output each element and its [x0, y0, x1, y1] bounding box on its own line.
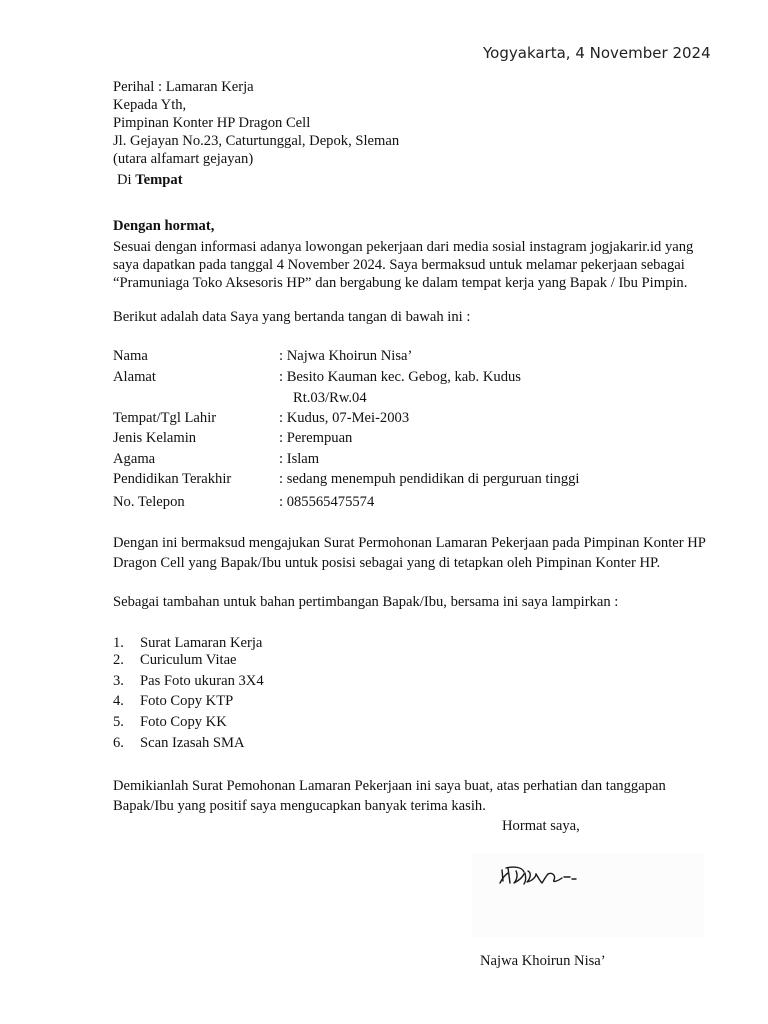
regards-text: Hormat saya,: [502, 818, 580, 834]
tempat-text: Tempat: [135, 172, 183, 188]
request-paragraph: Dengan ini bermaksud mengajukan Surat Permohonan Lamaran Pekerjaan pada Pimpinan Konter HP Dragon Cell yang Bapak/Ibu untuk posisi sebagai yang di tetapkan oleh Pimpinan Konter HP.: [113, 535, 706, 571]
signature-image: [472, 853, 704, 937]
value-alamat: : Besito Kauman kec. Gebog, kab. Kudus: [279, 369, 521, 385]
attachment-number: 4.: [113, 693, 124, 709]
signer-name: Najwa Khoirun Nisa’: [480, 953, 606, 969]
value-nama: : Najwa Khoirun Nisa’: [279, 348, 413, 364]
di-text: Di: [117, 172, 132, 188]
value-agama: : Islam: [279, 451, 320, 467]
label-agama: Agama: [113, 451, 156, 467]
attachments-intro: Sebagai tambahan untuk bahan pertimbangan Bapak/Ibu, bersama ini saya lampirkan :: [113, 594, 619, 610]
subject-line: Perihal : Lamaran Kerja: [113, 79, 254, 95]
label-nama: Nama: [113, 348, 148, 364]
value-alamat-rt: Rt.03/Rw.04: [293, 390, 367, 406]
attachment-item: Foto Copy KTP: [140, 693, 234, 709]
attachment-number: 3.: [113, 673, 124, 689]
value-ttl: : Kudus, 07-Mei-2003: [279, 410, 410, 426]
attachment-item: Surat Lamaran Kerja: [140, 635, 263, 651]
label-jenis-kelamin: Jenis Kelamin: [113, 430, 197, 446]
letter-date: Yogyakarta, 4 November 2024: [483, 44, 711, 62]
value-telepon: : 085565475574: [279, 494, 375, 510]
intro-paragraph: Sesuai dengan informasi adanya lowongan pekerjaan dari media sosial instagram jogjakarir.id yang saya dapatkan pada tanggal 4 November 2024. Saya bermaksud untuk melamar pekerjaan sebagai “Pramuniaga Toko Aksesoris HP” dan bergabung ke dalam tempat kerja yang Bapak / Ibu Pimpin.: [113, 239, 694, 291]
signature-scribble: [472, 853, 704, 937]
recipient-name: Pimpinan Konter HP Dragon Cell: [113, 115, 311, 131]
closing-paragraph: Demikianlah Surat Pemohonan Lamaran Pekerjaan ini saya buat, atas perhatian dan tanggapan Bapak/Ibu yang positif saya mengucapkan banyak terima kasih.: [113, 778, 666, 814]
attachment-number: 1.: [113, 635, 124, 651]
attachment-item: Pas Foto ukuran 3X4: [140, 673, 264, 689]
label-alamat: Alamat: [113, 369, 156, 385]
attachment-item: Curiculum Vitae: [140, 652, 237, 668]
label-ttl: Tempat/Tgl Lahir: [113, 410, 217, 426]
label-telepon: No. Telepon: [113, 494, 185, 510]
value-pendidikan: : sedang menempuh pendidikan di perguruan tinggi: [279, 471, 580, 487]
salutation-to: Kepada Yth,: [113, 97, 187, 113]
attachment-number: 5.: [113, 714, 124, 730]
label-pendidikan: Pendidikan Terakhir: [113, 471, 232, 487]
greeting: Dengan hormat,: [113, 218, 215, 234]
data-intro: Berikut adalah data Saya yang bertanda tangan di bawah ini :: [113, 309, 471, 325]
attachment-item: Foto Copy KK: [140, 714, 227, 730]
recipient-note: (utara alfamart gejayan): [113, 151, 254, 167]
attachment-item: Scan Izasah SMA: [140, 735, 245, 751]
attachment-number: 2.: [113, 652, 124, 668]
recipient-street: Jl. Gejayan No.23, Caturtunggal, Depok, Sleman: [113, 133, 400, 149]
recipient-place: [117, 172, 183, 189]
attachment-number: 6.: [113, 735, 124, 751]
value-jenis-kelamin: : Perempuan: [279, 430, 353, 446]
